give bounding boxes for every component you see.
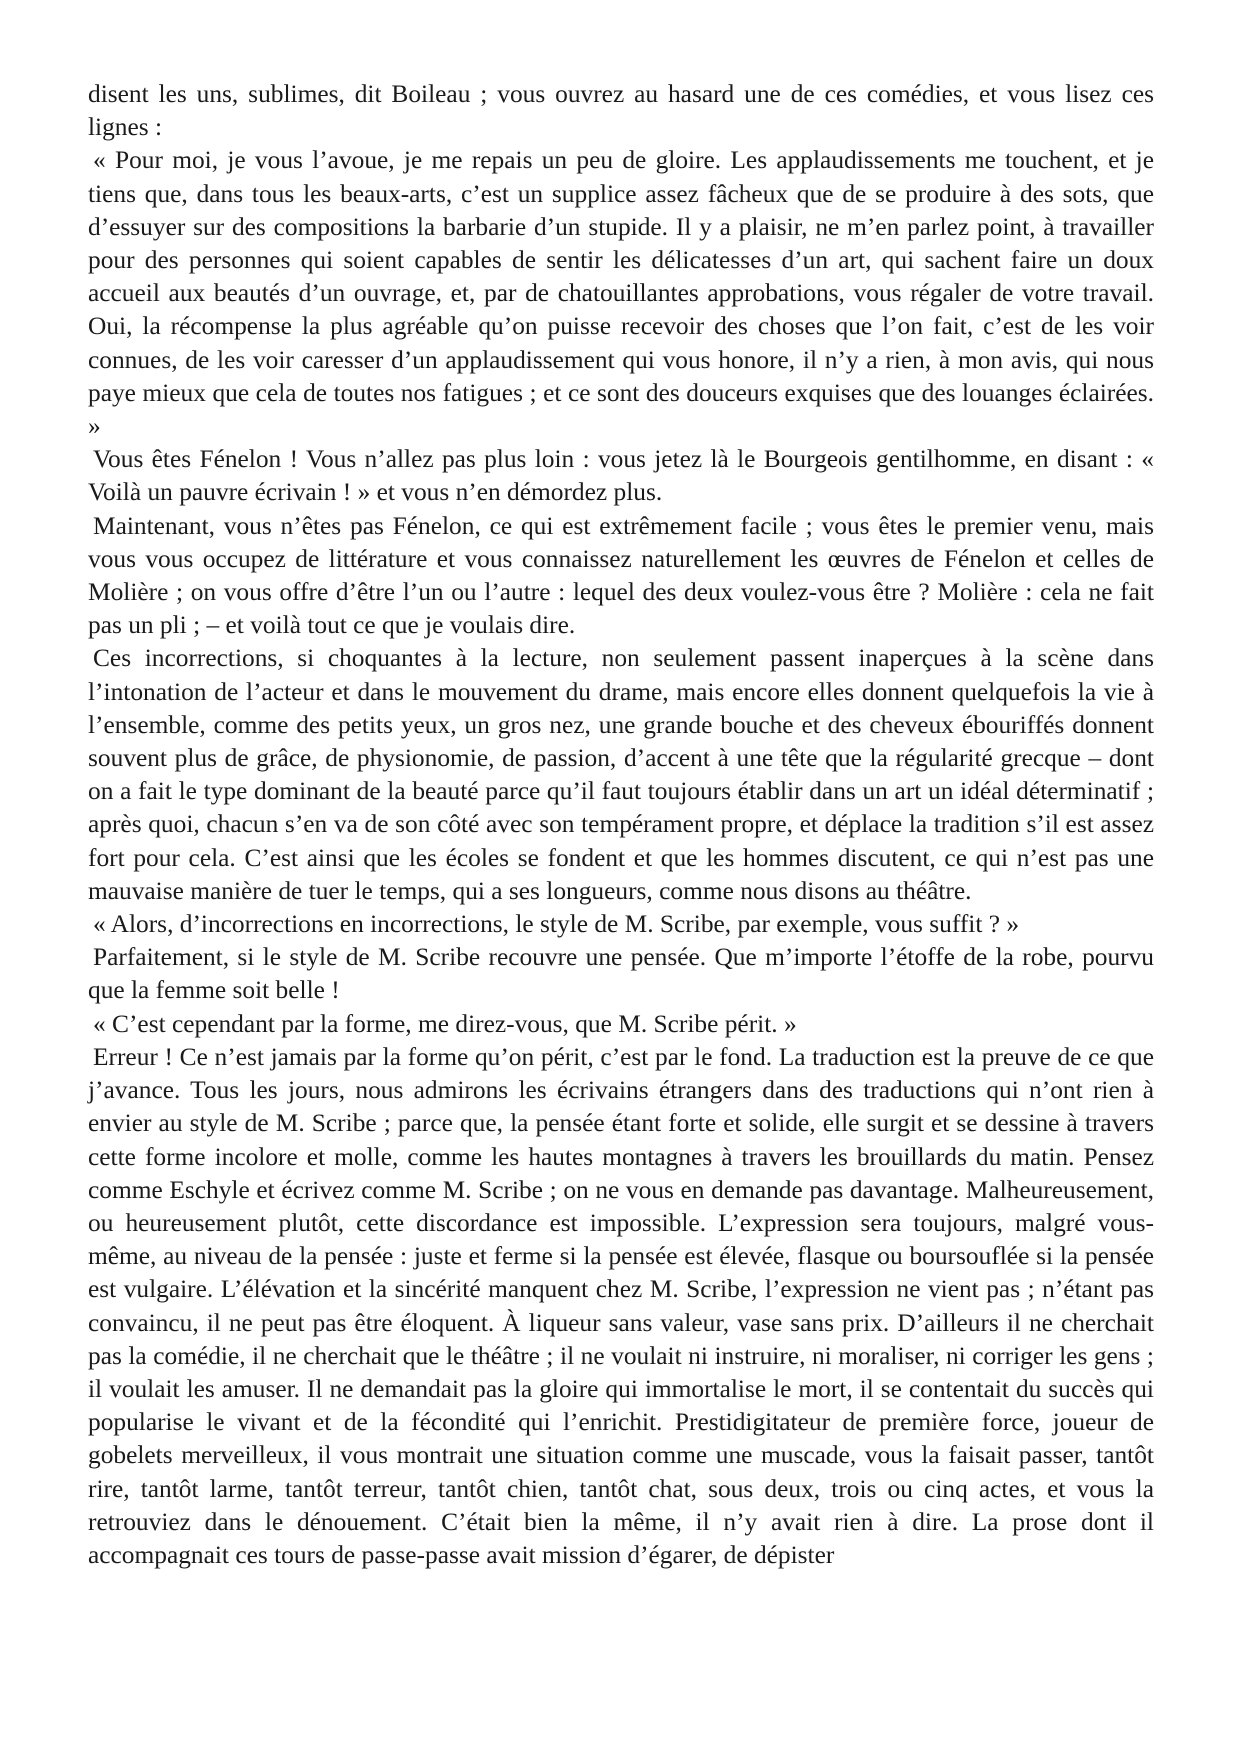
paragraph-question-scribe: « Alors, d’incorrections en incorrections, le style de M. Scribe, par exemple, vous suffit ? » [93,910,1020,939]
paragraph-erreur: Erreur ! Ce n’est jamais par la forme qu’on périt, c’est par le fond. La traduction est la preuve de ce que j’avance. Tous les jours, nous admirons les écrivains étrangers dans des traductions qui n’ont rien à envier au style de M. Scribe ; parce que, la pensée étant forte et solide, elle surgit et se dessine à travers cette forme incolore et molle, comme les hautes montagnes à travers les brouillards du matin. Pensez comme Eschyle et écrivez comme M. Scribe ; on ne vous en demande pas davantage. Malheureusement, ou heureusement plutôt, cette discordance est impossible. L’expression sera toujours, malgré vous-même, au niveau de la pensée : juste et ferme si la pensée est élevée, flasque ou boursouflée si la pensée est vulgaire. L’élévation et la sincérité manquent chez M. Scribe, l’expression ne vient pas ; n’étant pas convaincu, il ne peut pas être éloquent. À liqueur sans valeur, vase sans prix. D’ailleurs il ne cherchait pas la comédie, il ne cherchait que le théâtre ; il ne voulait ni instruire, ni moraliser, ni corriger les gens ; il voulait les amuser. Il ne demandait pas la gloire qui immortalise le mort, il se contentait du succès qui popularise le vivant et de la fécondité qui l’enrichit. Prestidigitateur de première force, joueur de gobelets merveilleux, il vous montrait une situation comme une muscade, vous la faisait passer, tantôt rire, tantôt larme, tantôt terreur, tantôt chien, tantôt chat, sous deux, trois ou cinq actes, et vous la retrouviez dans le dénouement. C’était bien la même, il n’y avait rien à dire. La prose dont il accompagnait ces tours de passe-passe avait mission d’égarer, de dépister [88,1042,1154,1569]
paragraph-quote-moliere: « Pour moi, je vous l’avoue, je me repais un peu de gloire. Les applaudissements me touchent, et je tiens que, dans tous les beaux-arts, c’est un supplice assez fâcheux que de se produire à des sots, que d’essuyer sur des compositions la barbarie d’un stupide. Il y a plaisir, ne m’en parlez point, à travailler pour des personnes qui soient capables de sentir les délicatesses d’un art, qui sachent faire un doux accueil aux beautés d’un ouvrage, et, par de chatouillantes approbations, vous régaler de votre travail. Oui, la récompense la plus agréable qu’on puisse recevoir des choses que l’on fait, c’est de les voir connues, de les voir caresser d’un applaudissement qui vous honore, il n’y a rien, à mon avis, qui nous paye mieux que cela de toutes nos fatigues ; et ce sont des douceurs exquises que des louanges éclairées. » [88,146,1154,441]
paragraph-fenelon: Vous êtes Fénelon ! Vous n’allez pas plus loin : vous jetez là le Bourgeois gentilhomme, en disant : « Voilà un pauvre écrivain ! » et vous n’en démordez plus. [88,445,1154,507]
paragraph-incorrections: Ces incorrections, si choquantes à la lecture, non seulement passent inaperçues à la scène dans l’intonation de l’acteur et dans le mouvement du drame, mais encore elles donnent quelquefois la vie à l’ensemble, comme des petits yeux, un gros nez, une grande bouche et des cheveux ébouriffés donnent souvent plus de grâce, de physionomie, de passion, d’accent à une tête que la régularité grecque – dont on a fait le type dominant de la beauté parce qu’il faut toujours établir dans un art un idéal déterminatif ; après quoi, chacun s’en va de son côté avec son tempérament propre, et déplace la tradition s’il est assez fort pour cela. C’est ainsi que les écoles se fondent et que les hommes discutent, ce qui n’est pas une mauvaise manière de tuer le temps, qui a ses longueurs, comme nous disons au théâtre. [88,644,1154,905]
document-page [88,78,1154,1572]
paragraph-parfaitement: Parfaitement, si le style de M. Scribe recouvre une pensée. Que m’importe l’étoffe de la robe, pourvu que la femme soit belle ! [88,943,1154,1005]
paragraph-forme: « C’est cependant par la forme, me direz-vous, que M. Scribe périt. » [93,1009,797,1038]
paragraph-maintenant: Maintenant, vous n’êtes pas Fénelon, ce qui est extrêmement facile ; vous êtes le premier venu, mais vous vous occupez de littérature et vous connaissez naturellement les œuvres de Fénelon et celles de Molière ; on vous offre d’être l’un ou l’autre : lequel des deux voulez-vous être ? Molière : cela ne fait pas un pli ; – et voilà tout ce que je voulais dire. [88,511,1154,640]
paragraph-continuation: disent les uns, sublimes, dit Boileau ; vous ouvrez au hasard une de ces comédies, et vous lisez ces lignes : [88,80,1154,142]
